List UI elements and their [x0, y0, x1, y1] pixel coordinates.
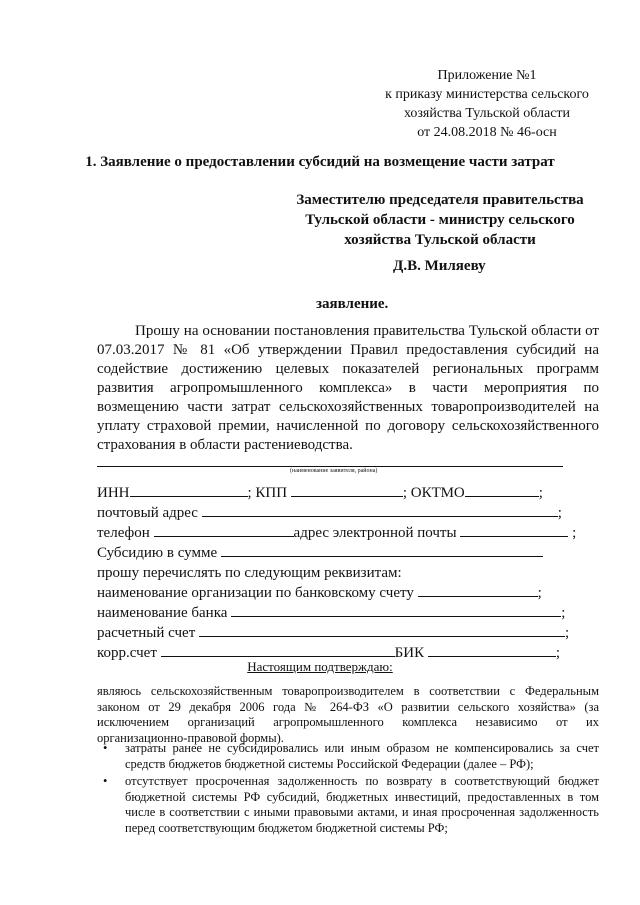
bik-label: БИК [394, 645, 425, 661]
addressee-block [280, 190, 600, 250]
account-field[interactable] [199, 624, 565, 637]
oktmo-label: ; ОКТМО [402, 485, 465, 501]
applicant-caption: (наименование заявителя, района) [290, 468, 378, 474]
appendix-line-3: хозяйства Тульской области [403, 106, 571, 121]
oktmo-semicolon: ; [538, 485, 543, 501]
row-subsidy-amount [97, 544, 543, 562]
appendix-block [372, 66, 602, 142]
bank-name-field[interactable] [231, 604, 561, 617]
email-label: адрес электронной почты [293, 525, 457, 541]
row-account [97, 624, 569, 642]
bik-field[interactable] [428, 644, 556, 657]
account-label: расчетный счет [97, 625, 196, 641]
bik-semicolon: ; [555, 645, 561, 661]
corr-account-field[interactable] [161, 644, 395, 657]
applicant-name-field[interactable] [97, 466, 563, 467]
list-item [97, 774, 599, 836]
addressee-name: Д.В. Миляеву [393, 258, 486, 274]
inn-field[interactable] [130, 484, 248, 497]
bullet-text-1: затраты ранее не субсидировались или иным образом не компенсировались за счет средств бюджетов бюджетной системы Российской Федерации (далее – РФ); [125, 741, 599, 771]
confirm-heading: Настоящим подтверждаю: [247, 659, 393, 674]
document-type-word: заявление. [316, 296, 389, 312]
subsidy-amount-label: Субсидию в сумме [97, 545, 218, 561]
inn-label: ИНН [97, 485, 130, 501]
email-field[interactable] [460, 524, 568, 537]
row-phone-email [97, 524, 576, 542]
list-item [97, 741, 599, 772]
org-name-bank-field[interactable] [418, 584, 538, 597]
corr-account-label: корр.счет [97, 645, 157, 661]
postal-address-field[interactable] [202, 504, 558, 517]
confirm-bullet-list [97, 741, 599, 838]
oktmo-field[interactable] [465, 484, 539, 497]
account-semicolon: ; [565, 625, 570, 641]
request-paragraph: Прошу на основании постановления правительства Тульской области от 07.03.2017 № 81 «Об утверждении Правил предоставления субсидий на содействие достижению целевых показателей региональных программ развития агропромышленного комплекса» в части мероприятия по возмещению части затрат сельскохозяйственных товаропроизводителей на уплату страховой премии, начисленной по договору сельскохозяйственного страхования в области растениеводства. [97, 323, 599, 453]
bullet-icon: • [103, 774, 108, 788]
appendix-line-4: от 24.08.2018 № 46-осн [417, 125, 557, 140]
bank-name-semicolon: ; [561, 605, 566, 621]
bullet-text-2: отсутствует просроченная задолженность по возврату в соответствующий бюджет бюджетной системы РФ субсидий, бюджетных инвестиций, предоставленных в том числе в соответствии с иными правовыми актами, и иная просроченная задолженность перед соответствующим бюджетом бюджетной системы РФ; [125, 774, 599, 835]
bullet-icon: • [103, 741, 108, 755]
appendix-line-1: Приложение №1 [437, 68, 537, 83]
phone-field[interactable] [154, 524, 294, 537]
kpp-field[interactable] [291, 484, 403, 497]
addressee-line-2: Тульской области - министру сельского [305, 212, 575, 228]
row-postal-address [97, 504, 562, 522]
row-transfer-request [97, 564, 402, 582]
bank-name-label: наименование банка [97, 605, 228, 621]
postal-address-label: почтовый адрес [97, 505, 198, 521]
row-org-name-bank [97, 584, 542, 602]
row-bank-name [97, 604, 565, 622]
org-name-bank-label: наименование организации по банковскому счету [97, 585, 414, 601]
addressee-line-3: хозяйства Тульской области [344, 232, 536, 248]
addressee-line-1: Заместителю председателя правительства [296, 192, 584, 208]
kpp-label: ; КПП [247, 485, 288, 501]
row-inn-kpp-oktmo [97, 484, 543, 502]
phone-label: телефон [97, 525, 150, 541]
document-title: 1. Заявление о предоставлении субсидий на возмещение части затрат [85, 154, 555, 170]
subsidy-amount-field[interactable] [221, 544, 543, 557]
postal-address-semicolon: ; [557, 505, 562, 521]
email-semicolon: ; [572, 525, 577, 541]
org-name-bank-semicolon: ; [537, 585, 542, 601]
appendix-line-2: к приказу министерства сельского [385, 87, 589, 102]
confirm-paragraph: являюсь сельскохозяйственным товаропроизводителем в соответствии с Федеральным законом от 29 декабря 2006 года № 264-ФЗ «О развитии сельского хозяйства» (за исключением организаций агропромышленного комплекса независимо от их организационно-правовой формы). [97, 684, 599, 745]
transfer-request-label: прошу перечислять по следующим реквизитам: [97, 565, 402, 581]
